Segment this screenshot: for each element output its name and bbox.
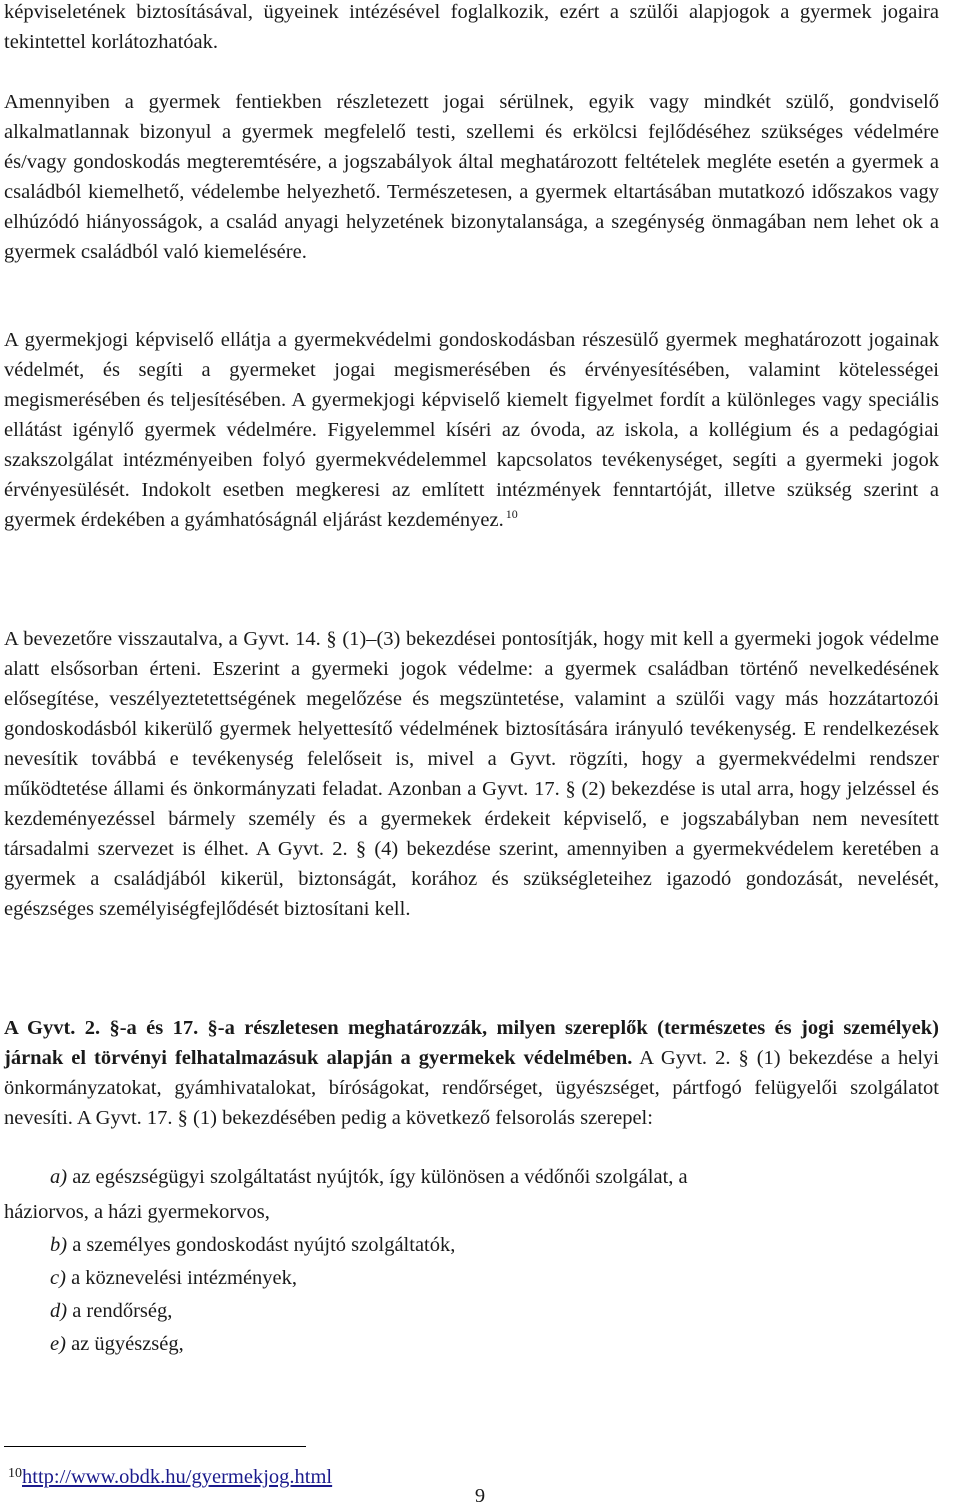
list-item: [50, 1166, 688, 1189]
paragraph-text: Amennyiben a gyermek fentiekben részletezett jogai sérülnek, egyik vagy mindkét szülő, gondviselő alkalmatlannak bizonyul a gyermek megfelelő testi, szellemi és erkölcsi fejlődéséhez szükséges védelmére és/vagy gondoskodás megteremtésére, a jogszabályok által meghatározott feltételek megléte esetén a gyermek a családból kiemelhető, védelembe helyezhető. Természetesen, a gyermek eltartásában mutatkozó időszakos vagy elhúzódó hiányosságok, a család anyagi helyzetének bizonytalansága, a szegénység önmagában nem lehet ok a gyermek családból való kiemelésére.: [4, 91, 939, 263]
footnote-reference[interactable]: 10: [505, 507, 518, 521]
paragraph-body: A gyermekjogi képviselő ellátja a gyermekvédelmi gondoskodásban részesülő gyermek meghatározott jogainak védelmét, és segíti a gyermeket jogai megismerésében és érvényesítésében, valamint kötelességei megismerésében és teljesítésében. A gyermekjogi képviselő kiemelt figyelmet fordít a különleges vagy speciális ellátást igénylő gyermek védelmére. Figyelemmel kíséri az óvoda, az iskola, a kollégium és a pedagógiai szakszolgálat intézményeiben folyó gyermekvédelemmel kapcsolatos tevékenységet, segíti a gyermeki jogok érvényesülését. Indokolt esetben megkeresi az említett intézmények fenntartóját, illetve szükség szerint a gyermek érdekében a gyámhatóságnál eljárást kezdeményez.: [4, 329, 939, 531]
paragraph-5: [4, 1013, 939, 1133]
paragraph-body: A Gyvt. 2. § (1) bekezdése a helyi önkormányzatokat, gyámhivatalokat, bíróságokat, rendőrséget, ügyészséget, pártfogó felügyelői szolgálatot nevesíti. A Gyvt. 17. § (1) bekezdésében pedig a következő felsorolás szerepel:: [4, 1047, 939, 1129]
list-item-text: az egészségügyi szolgáltatást nyújtók, így különösen a védőnői szolgálat, a: [72, 1166, 688, 1188]
paragraph-4: [4, 624, 939, 924]
paragraph-text: [4, 1013, 939, 1133]
list-item: [50, 1267, 297, 1290]
list-item-text: a rendőrség,: [72, 1300, 173, 1322]
list-item-text: a személyes gondoskodást nyújtó szolgáltatók,: [72, 1234, 456, 1256]
paragraph-text: [4, 325, 939, 535]
list-marker: b): [50, 1234, 68, 1256]
list-marker: d): [50, 1300, 68, 1322]
list-item: [50, 1300, 172, 1323]
list-item-text: a köznevelési intézmények,: [71, 1267, 298, 1289]
list-marker: a): [50, 1166, 68, 1188]
footnote-separator: [4, 1446, 306, 1447]
bold-statement: A Gyvt. 2. §-a és 17. §-a részletesen meghatározzák, milyen szereplők (természetes és jogi személyek) járnak el törvényi felhatalmazásuk alapján a gyermekek védelmében.: [4, 1017, 939, 1069]
list-item-text: háziorvos, a házi gyermekorvos,: [4, 1201, 270, 1223]
footnote-number: 10: [8, 1466, 22, 1481]
paragraph-text: A bevezetőre visszautalva, a Gyvt. 14. § (1)–(3) bekezdései pontosítják, hogy mit kell a gyermeki jogok védelme alatt elsősorban érteni. Eszerint a gyermeki jogok védelme: a gyermek családban történő nevelkedésének elősegítése, veszélyeztetettségének megelőzése és megszüntetése, valamint a szülői vagy más hozzátartozói gondoskodásból kikerülő gyermek helyettesítő védelmének biztosítására irányuló tevékenység. E rendelkezések nevesítik továbbá e tevékenység felelőseit is, mivel a Gyvt. rögzíti, hogy a gyermekvédelmi rendszer működtetése állami és önkormányzati feladat. Azonban a Gyvt. 17. § (2) bekezdése is utal arra, hogy jelzéssel és kezdeményezéssel bármely személy és a gyermekek érdekeit képviselő, e jogszabályban nem nevesített társadalmi szervezet is élhet. A Gyvt. 2. § (4) bekezdése szerint, amennyiben a gyermekvédelem keretében a gyermek a családjából kikerül, biztonságát, korához és szükségleteihez igazodó gondozását, nevelését, egészséges személyiségfejlődését biztosítani kell.: [4, 628, 939, 920]
list-marker: e): [50, 1333, 66, 1355]
list-item: [50, 1333, 184, 1356]
paragraph-text: képviseletének biztosításával, ügyeinek intézésével foglalkozik, ezért a szülői alapjogok a gyermek jogaira tekintettel korlátozhatóak.: [4, 1, 939, 53]
footnote-link[interactable]: http://www.obdk.hu/gyermekjog.html: [22, 1466, 333, 1488]
list-item-text: az ügyészség,: [71, 1333, 184, 1355]
list-item-continuation: [4, 1201, 270, 1224]
list-item: [50, 1234, 455, 1257]
page-number: 9: [474, 1485, 486, 1507]
list-marker: c): [50, 1267, 66, 1289]
paragraph-1: [4, 0, 939, 57]
paragraph-3: [4, 325, 939, 535]
paragraph-2: [4, 87, 939, 267]
